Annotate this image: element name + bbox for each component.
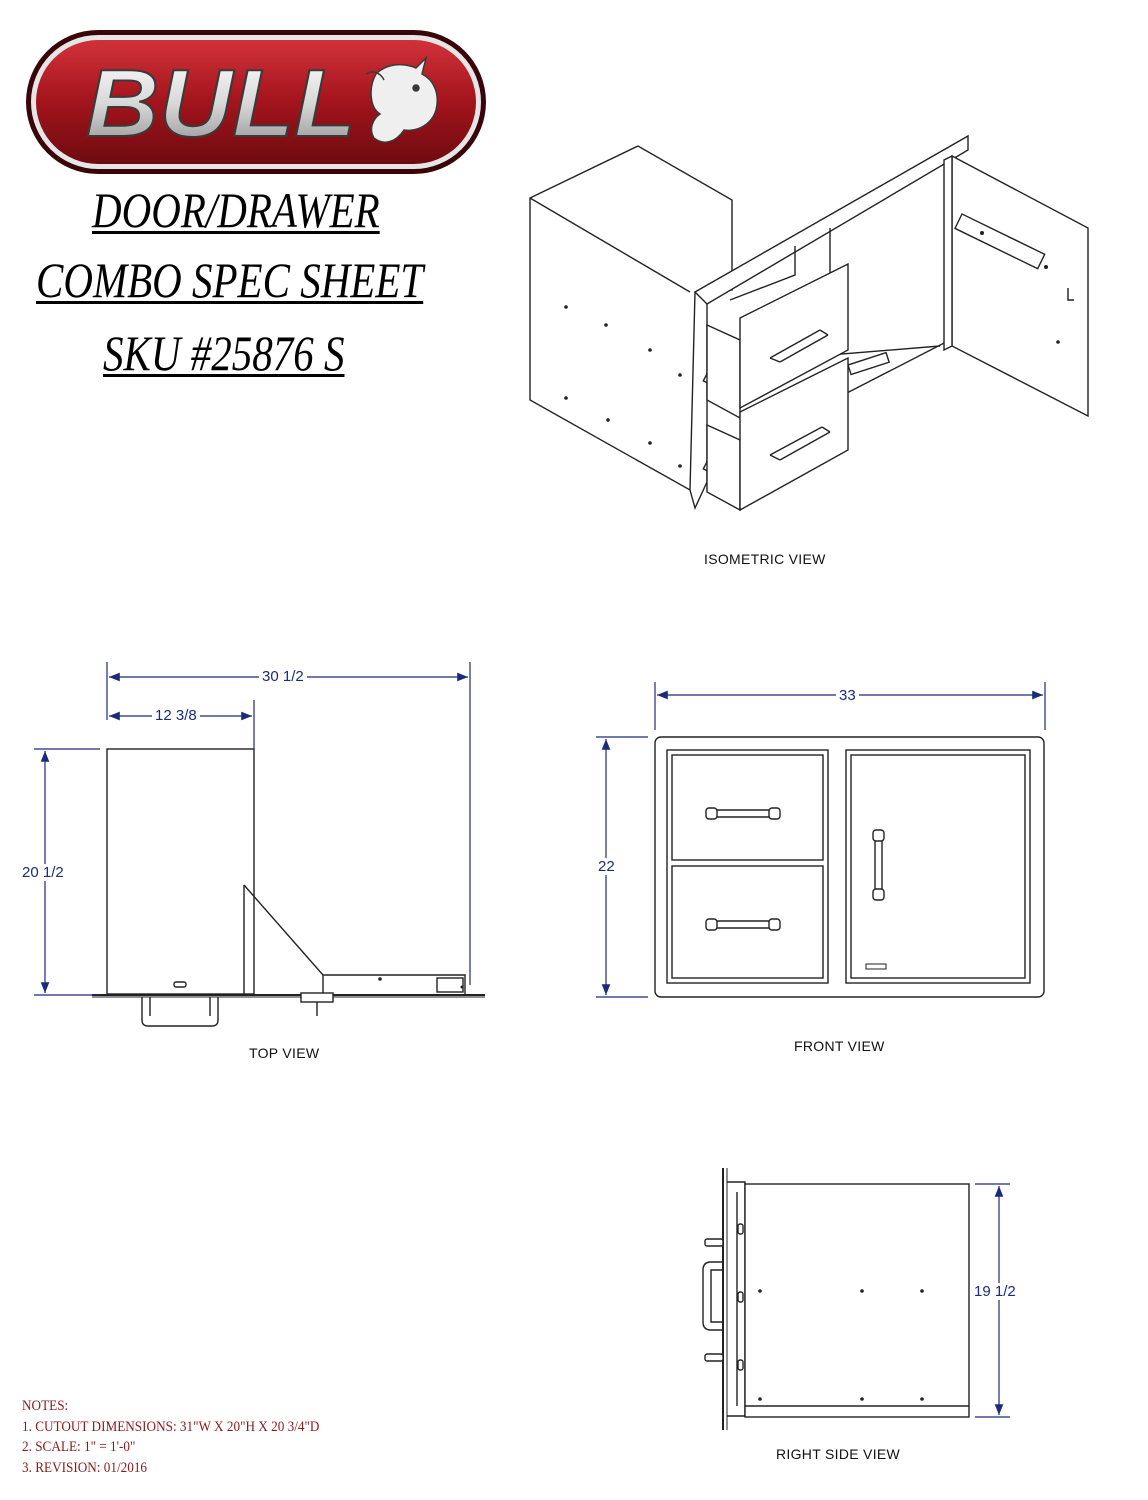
isometric-view-label: ISOMETRIC VIEW xyxy=(704,551,826,567)
title-line-2: COMBO SPEC SHEET xyxy=(36,252,424,308)
notes-block xyxy=(22,1396,319,1478)
front-view-drawing xyxy=(655,737,1044,997)
top-depth-dim: 20 1/2 xyxy=(19,864,67,881)
top-view-drawing xyxy=(92,749,485,1026)
side-height-dim: 19 1/2 xyxy=(971,1283,1019,1300)
note-item: 1. CUTOUT DIMENSIONS: 31"W X 20"H X 20 3/4"D xyxy=(22,1418,320,1435)
top-view-label: TOP VIEW xyxy=(249,1045,320,1061)
notes-heading: NOTES: xyxy=(22,1398,69,1414)
right-side-view-drawing xyxy=(703,1168,969,1430)
title-line-1: DOOR/DRAWER xyxy=(92,182,380,238)
title-line-3: SKU #25876 S xyxy=(103,325,345,381)
top-partial-width-dim: 12 3/8 xyxy=(152,707,200,724)
front-height-dim: 22 xyxy=(595,858,618,875)
front-width-dim: 33 xyxy=(836,687,859,704)
front-view-label: FRONT VIEW xyxy=(794,1038,885,1054)
note-item: 2. SCALE: 1" = 1'-0" xyxy=(22,1439,136,1455)
note-item: 3. REVISION: 01/2016 xyxy=(22,1459,148,1476)
top-overall-width-dim: 30 1/2 xyxy=(259,668,307,685)
isometric-drawing xyxy=(530,136,1088,510)
logo-text: BULL xyxy=(86,50,356,157)
right-side-view-label: RIGHT SIDE VIEW xyxy=(776,1446,901,1462)
